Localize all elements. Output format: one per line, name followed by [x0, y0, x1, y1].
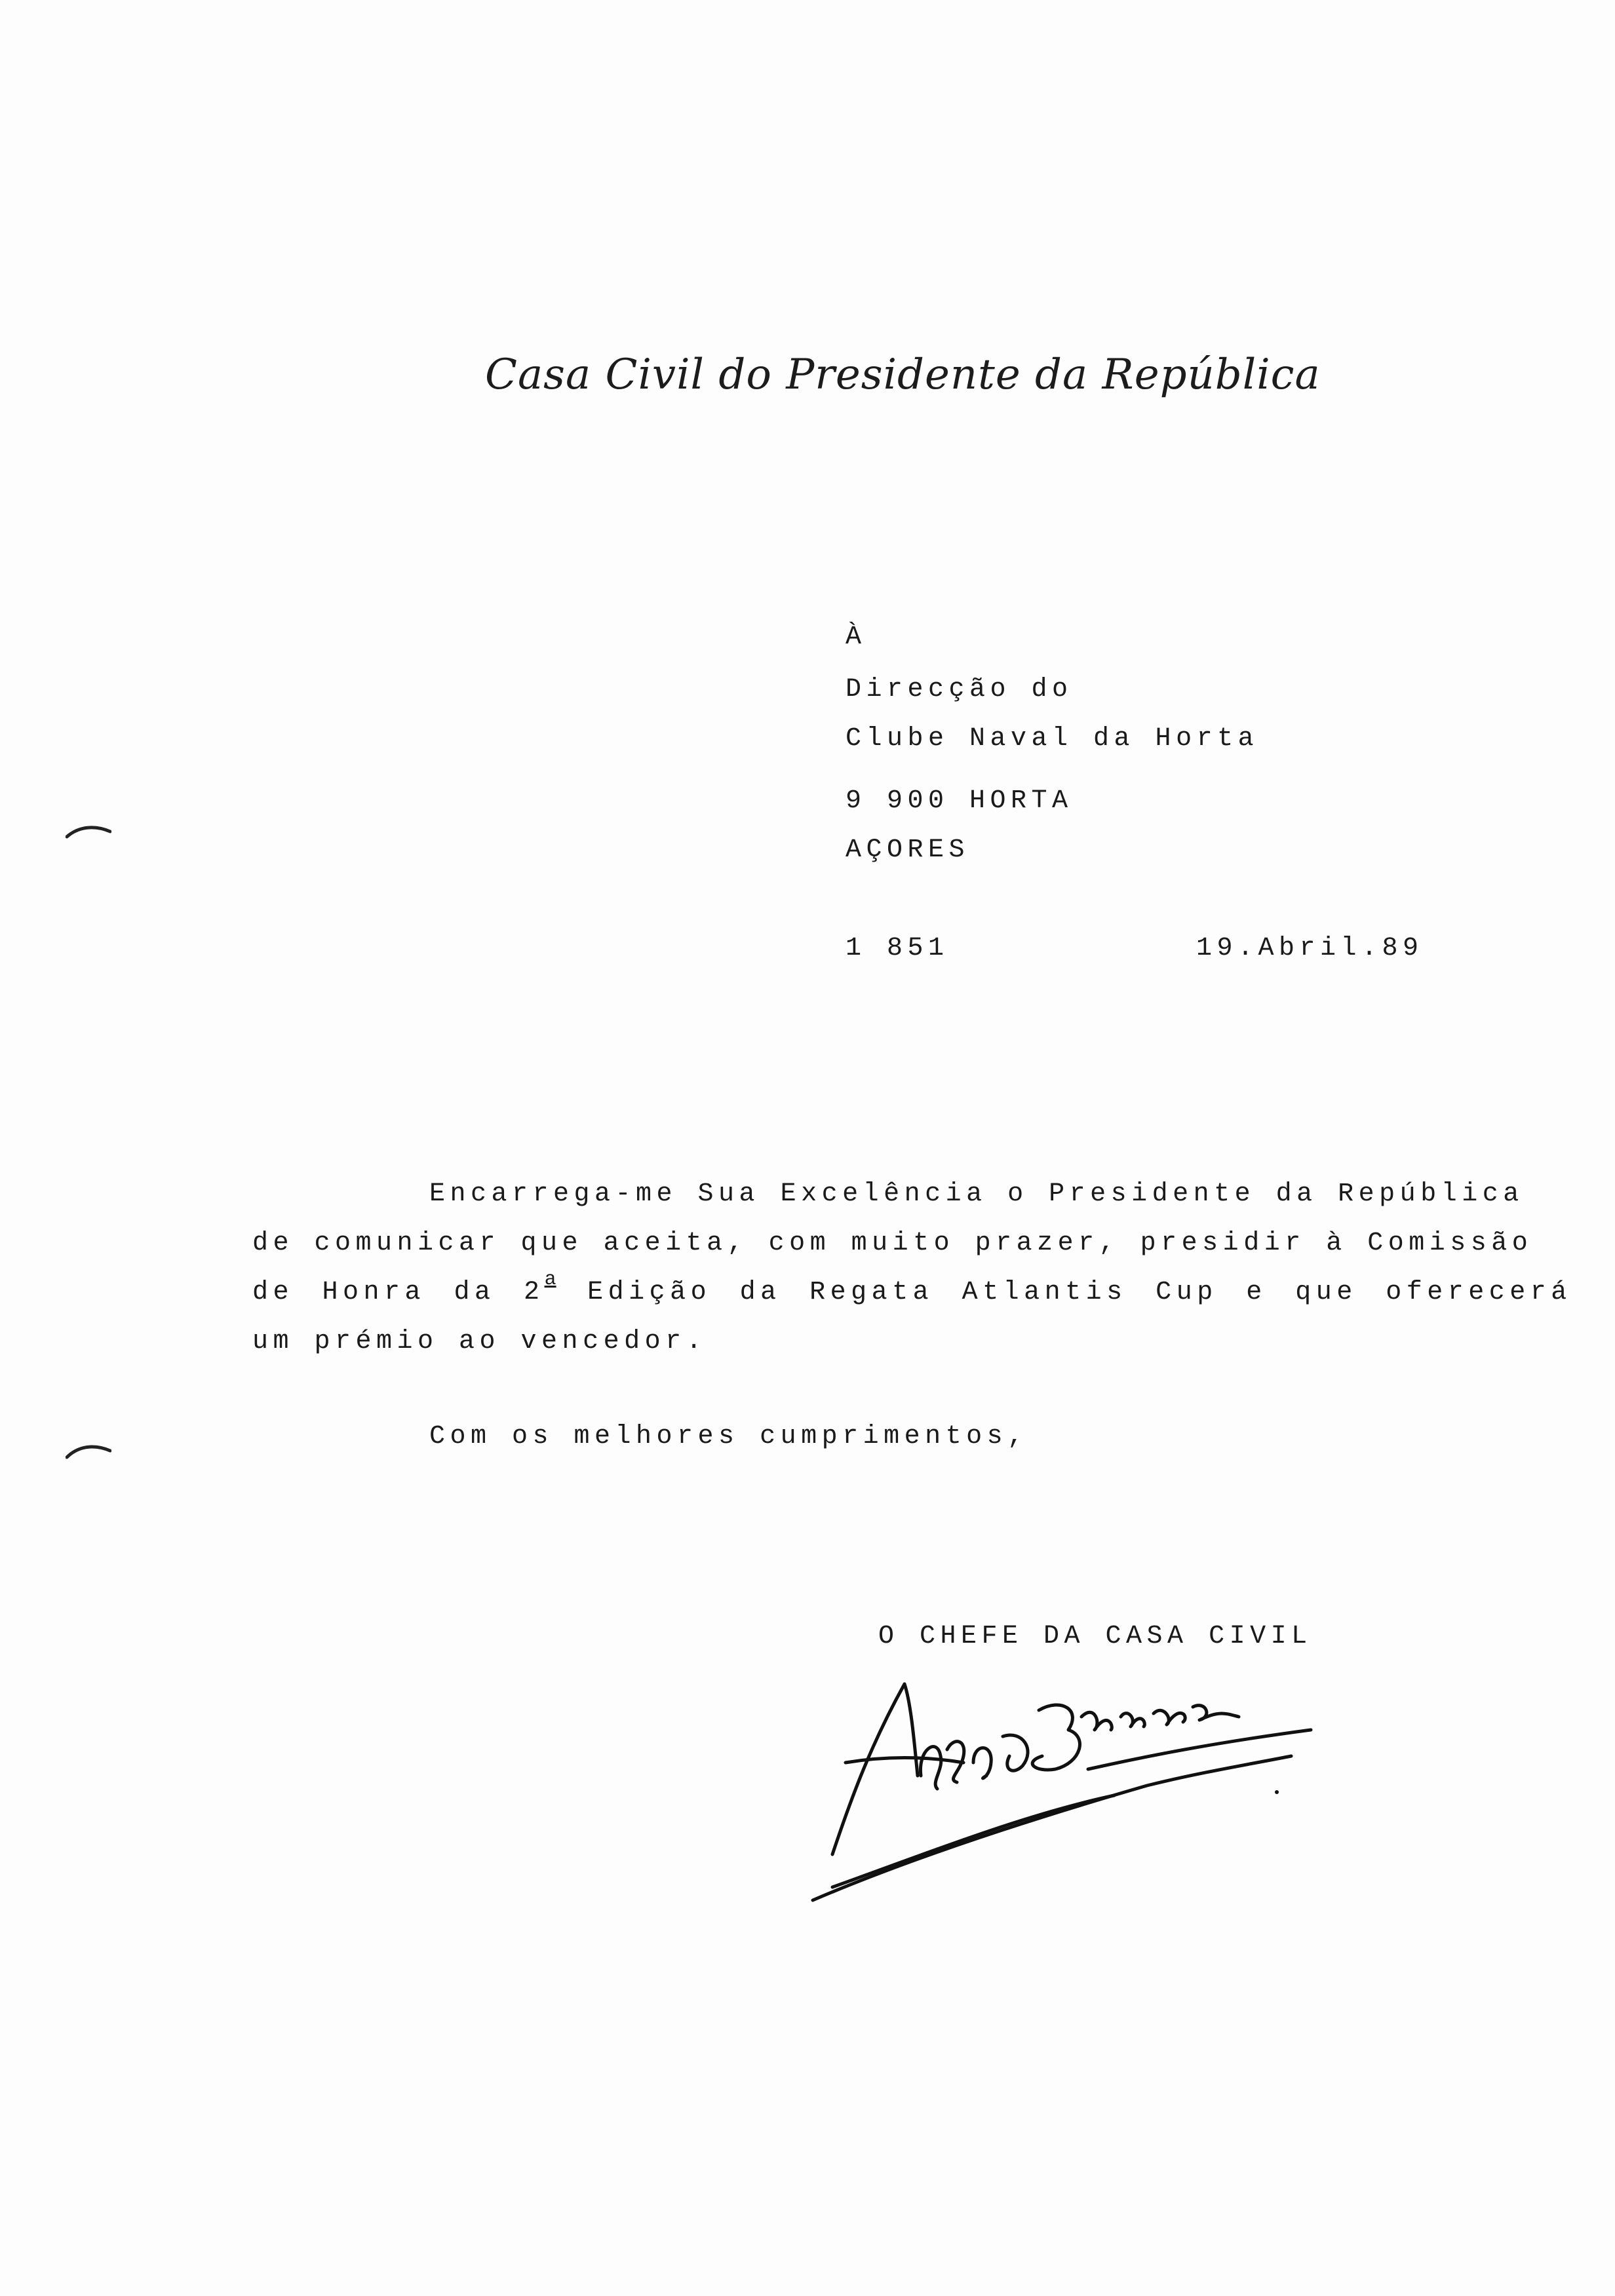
recipient-line: Direcção do	[846, 675, 1073, 704]
body-line-1: Encarrega-me Sua Excelência o Presidente da República	[429, 1179, 1524, 1209]
recipient-line: Clube Naval da Horta	[846, 724, 1259, 754]
margin-hole-mark	[66, 1442, 111, 1461]
body-line-3-end: Edição da Regata Atlantis Cup e que oferecerá	[558, 1278, 1572, 1307]
body-line-3	[252, 1269, 1572, 1307]
signer-title: O CHEFE DA CASA CIVIL	[878, 1622, 1312, 1651]
letter-date: 19.Abril.89	[1196, 934, 1424, 963]
recipient-prefix: À	[846, 622, 866, 652]
margin-hole-mark	[66, 822, 111, 842]
reference-number: 1 851	[846, 934, 949, 963]
handwritten-signature	[806, 1664, 1317, 1913]
closing-salutation: Com os melhores cumprimentos,	[429, 1422, 1028, 1451]
ordinal-superscript: a	[544, 1269, 556, 1291]
body-line-3-start: de Honra da 2	[252, 1278, 545, 1307]
body-line-4: um prémio ao vencedor.	[252, 1327, 707, 1356]
letterhead: Casa Civil do Presidente da República	[485, 351, 1321, 399]
recipient-line: 9 900 HORTA	[846, 786, 1073, 816]
body-line-2: de comunicar que aceita, com muito prazer, presidir à Comissão	[252, 1229, 1533, 1258]
recipient-line: AÇORES	[846, 835, 970, 865]
